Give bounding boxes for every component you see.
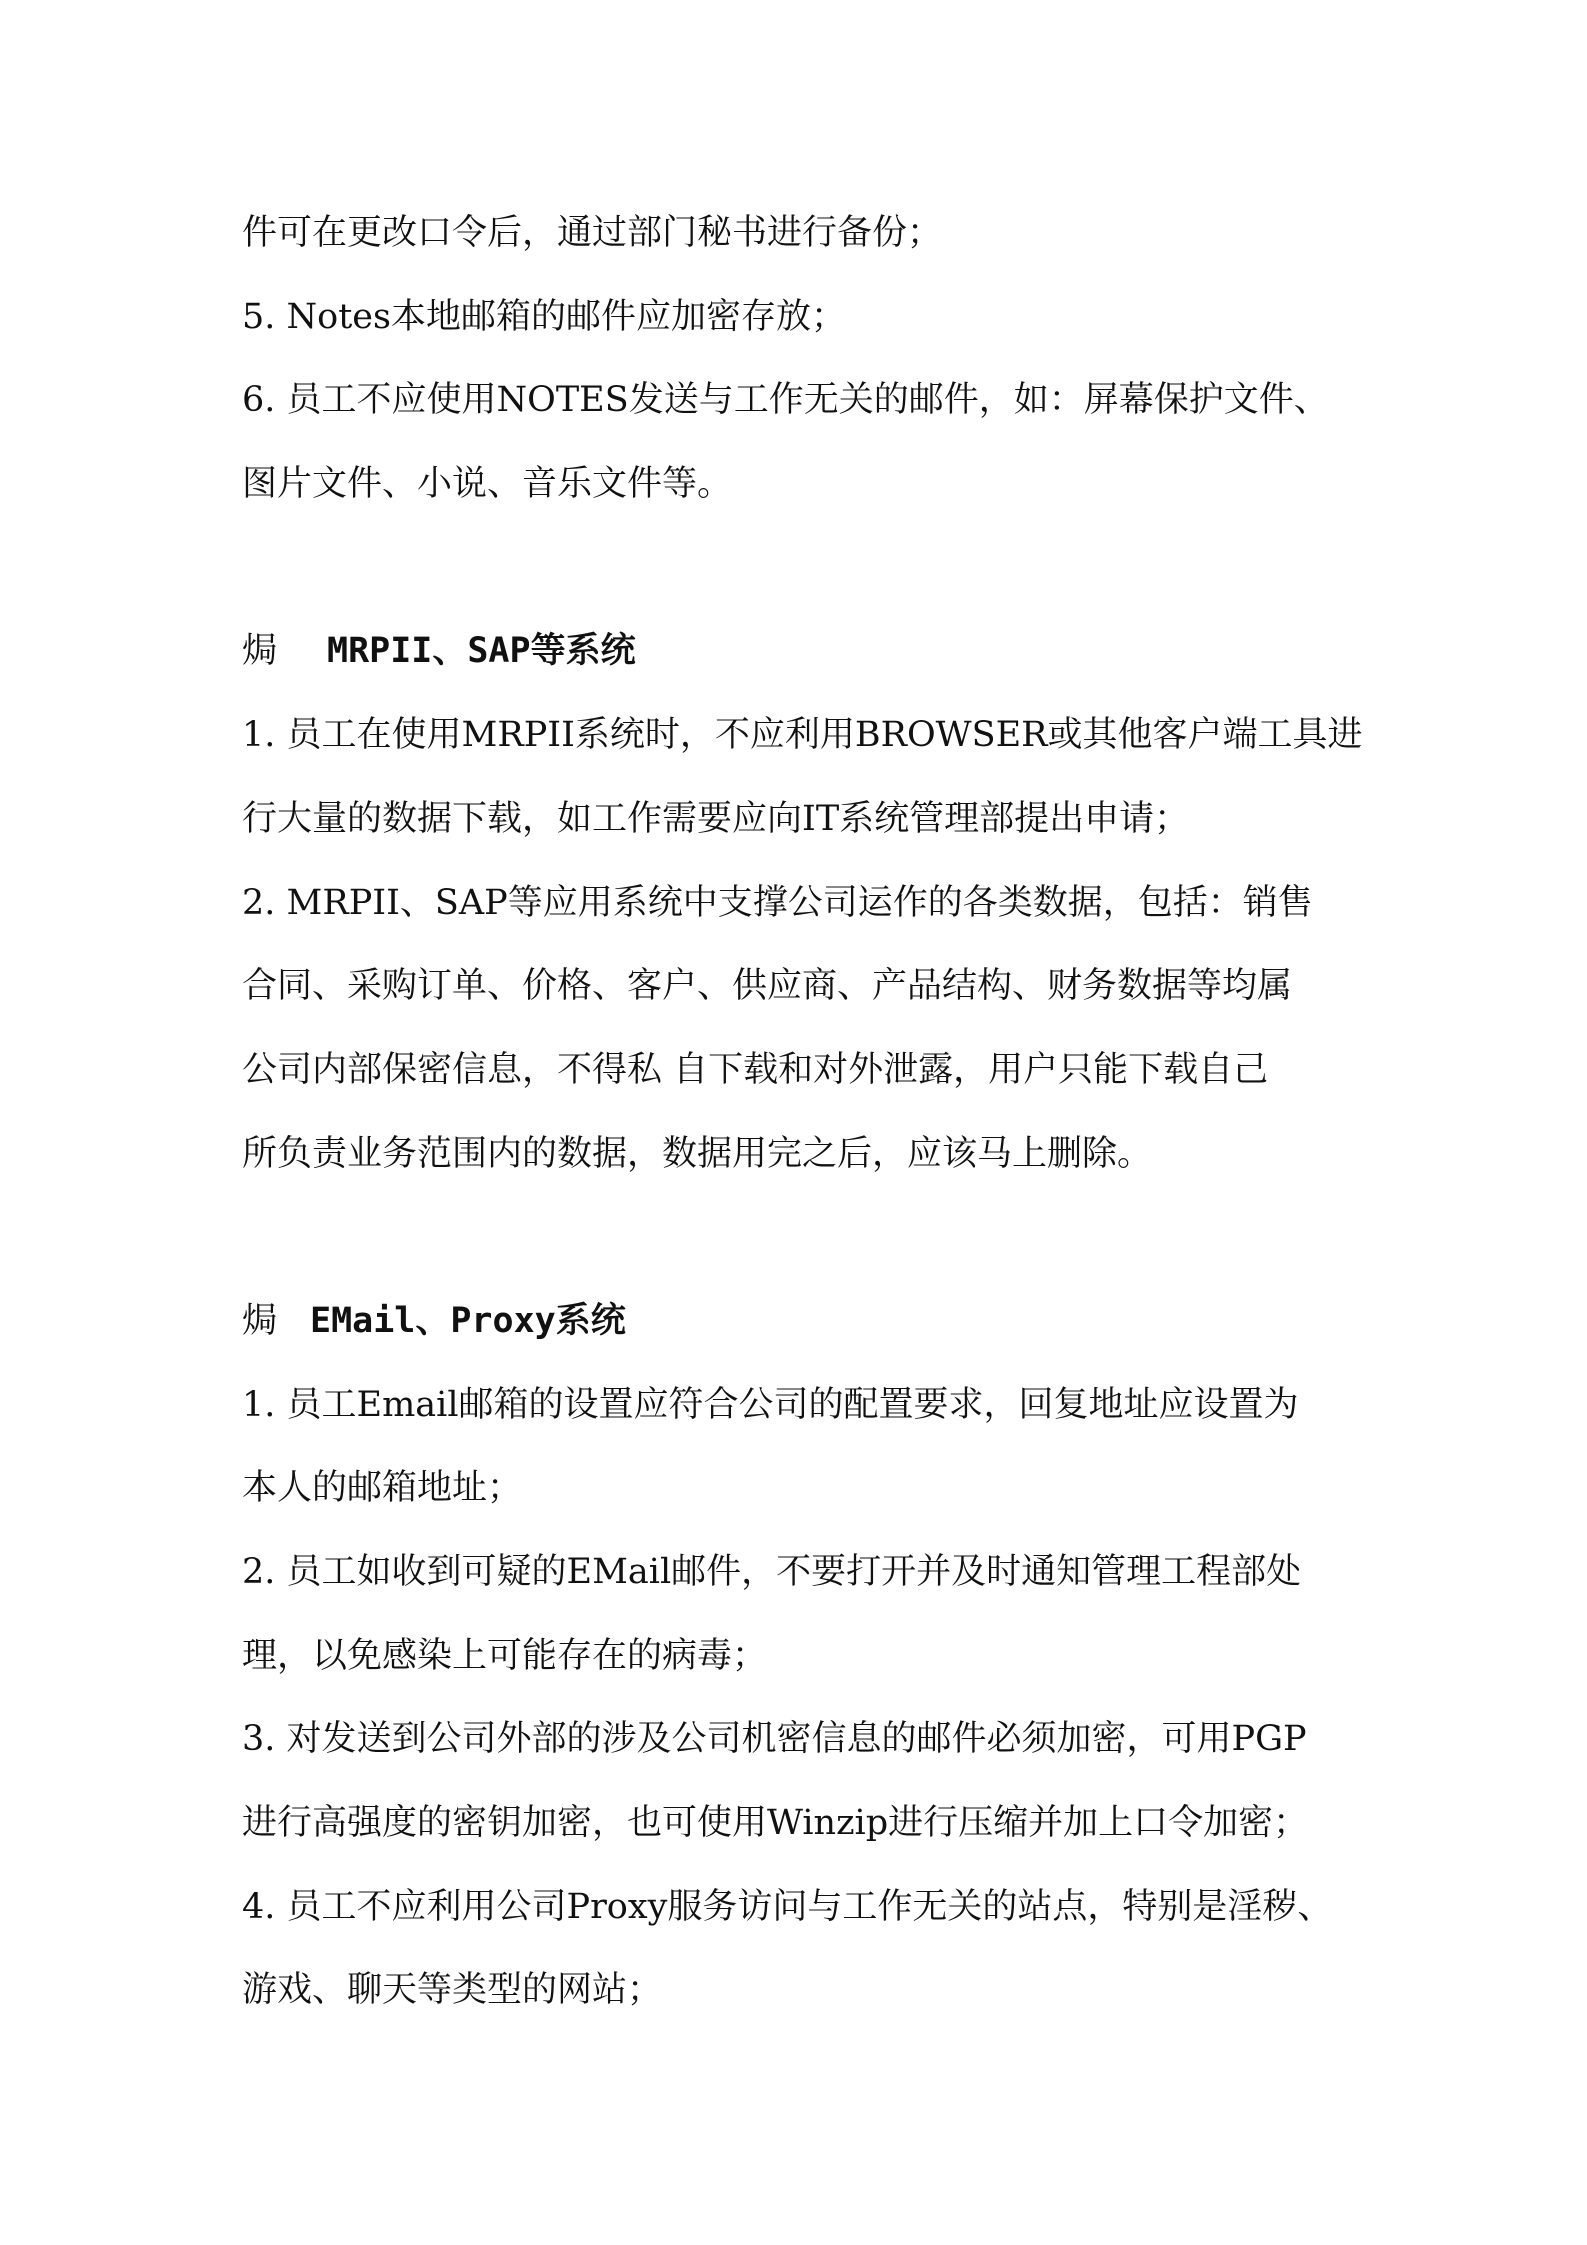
- paragraph-line: 5. Notes本地邮箱的邮件应加密存放；: [242, 296, 846, 337]
- blank-line: [242, 527, 1382, 611]
- paragraph-line: 公司内部保密信息，不得私 自下载和对外泄露，用户只能下载自己: [242, 1049, 1269, 1090]
- paragraph-line: 合同、采购订单、价格、客户、供应商、产品结构、财务数据等均属: [242, 966, 1293, 1007]
- section-heading-mrpii-sap: [242, 610, 1382, 694]
- paragraph-line: 件可在更改口令后，通过部门秘书进行备份；: [242, 213, 943, 253]
- paragraph-line: 游戏、聊天等类型的网站；: [242, 1970, 663, 2011]
- paragraph-line: 1. 员工Email邮箱的设置应符合公司的配置要求，回复地址应设置为: [242, 1384, 1299, 1425]
- paragraph-line: 进行高强度的密钥加密，也可使用Winzip进行压缩并加上口令加密；: [242, 1803, 1309, 1844]
- paragraph-line: 6. 员工不应使用NOTES发送与工作无关的邮件，如：屏幕保护文件、: [242, 380, 1329, 421]
- paragraph-line: 2. MRPII、SAP等应用系统中支撑公司运作的各类数据，包括：销售: [242, 882, 1313, 923]
- paragraph-line: 行大量的数据下载，如工作需要应向IT系统管理部提出申请；: [242, 798, 1190, 839]
- paragraph-line: 3. 对发送到公司外部的涉及公司机密信息的邮件必须加密，可用PGP: [242, 1719, 1307, 1760]
- paragraph-line: 本人的邮箱地址；: [242, 1468, 523, 1509]
- paragraph-line: 2. 员工如收到可疑的EMail邮件，不要打开并及时通知管理工程部处: [242, 1552, 1302, 1592]
- section-title: MRPII、SAP等系统: [327, 631, 636, 672]
- section-title: EMail、Proxy系统: [310, 1300, 626, 1341]
- section-bullet: 焗: [242, 1300, 278, 1341]
- blank-line: [242, 1196, 1382, 1280]
- paragraph-line: 1. 员工在使用MRPII系统时，不应利用BROWSER或其他客户端工具进: [242, 715, 1363, 756]
- paragraph-line: 所负责业务范围内的数据，数据用完之后，应该马上删除。: [242, 1133, 1153, 1174]
- section-heading-email-proxy: [242, 1280, 1382, 1364]
- section-bullet: 焗: [242, 631, 278, 672]
- paragraph-line: 4. 员工不应利用公司Proxy服务访问与工作无关的站点，特别是淫秽、: [242, 1886, 1333, 1927]
- paragraph-line: 图片文件、小说、音乐文件等。: [242, 464, 733, 505]
- paragraph-line: 理，以免感染上可能存在的病毒；: [242, 1635, 768, 1676]
- document-page: [242, 192, 1382, 2033]
